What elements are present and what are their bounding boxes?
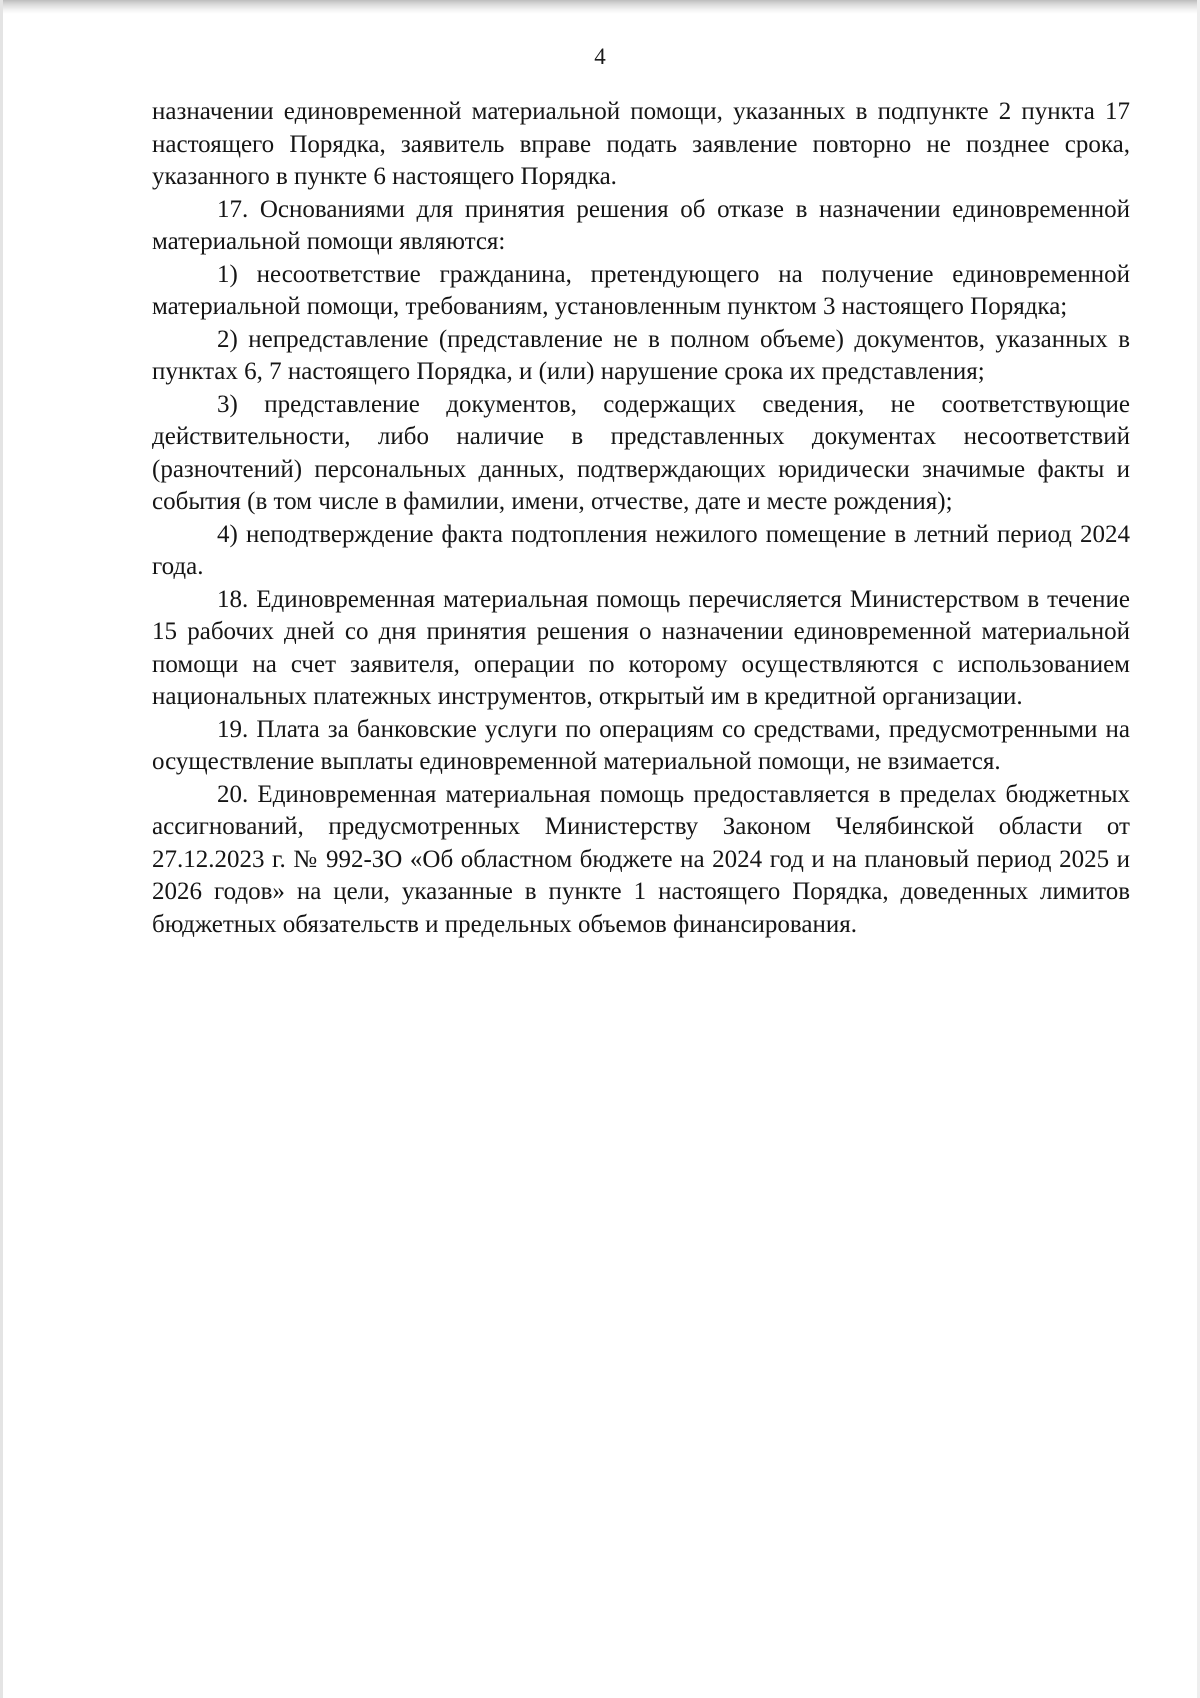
paragraph-item-17: 17. Основаниями для принятия решения об отказе в назначении единовременной материальной помощи являются:: [152, 195, 1130, 255]
paragraph-item-19: 19. Плата за банковские услуги по операциям со средствами, предусмотренными на осуществление выплаты единовременной материальной помощи, не взимается.: [152, 715, 1130, 775]
document-body: [152, 96, 1130, 941]
page-number: 4: [594, 44, 606, 69]
scan-edge-top: [0, 0, 1200, 14]
paragraph-continuation: назначении единовременной материальной помощи, указанных в подпункте 2 пункта 17 настоящего Порядка, заявитель вправе подать заявление повторно не позднее срока, указанного в пункте 6 настоящего Порядка.: [152, 98, 1130, 190]
paragraph-item-17-2: 2) непредставление (представление не в полном объеме) документов, указанных в пунктах 6, 7 настоящего Порядка, и (или) нарушение срока их представления;: [152, 325, 1130, 385]
paragraph-item-18: 18. Единовременная материальная помощь перечисляется Министерством в течение 15 рабочих дней со дня принятия решения о назначении единовременной материальной помощи на счет заявителя, операции по которому осуществляются с использованием национальных платежных инструментов, открытый им в кредитной организации.: [152, 585, 1130, 710]
paragraph-item-17-1: 1) несоответствие гражданина, претендующего на получение единовременной материальной помощи, требованиям, установленным пунктом 3 настоящего Порядка;: [152, 260, 1130, 320]
paragraph-item-20: 20. Единовременная материальная помощь предоставляется в пределах бюджетных ассигнований, предусмотренных Министерству Законом Челябинской области от 27.12.2023 г. № 992-ЗО «Об областном бюджете на 2024 год и на плановый период 2025 и 2026 годов» на цели, указанные в пункте 1 настоящего Порядка, доведенных лимитов бюджетных обязательств и предельных объемов финансирования.: [152, 780, 1130, 938]
scan-edge-left: [0, 0, 3, 1698]
paragraph-item-17-3: 3) представление документов, содержащих сведения, не соответствующие действительности, либо наличие в представленных документах несоответствий (разночтений) персональных данных, подтверждающих юридически значимые факты и события (в том числе в фамилии, имени, отчестве, дате и месте рождения);: [152, 390, 1130, 515]
paragraph-item-17-4: 4) неподтверждение факта подтопления нежилого помещение в летний период 2024 года.: [152, 520, 1130, 580]
